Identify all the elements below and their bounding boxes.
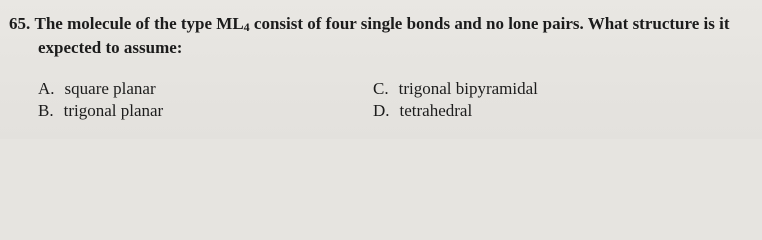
question-stem-line-1	[9, 14, 730, 34]
choice-d-text: tetrahedral	[399, 101, 473, 120]
question-stem-line-2	[38, 38, 182, 58]
choice-c[interactable]	[373, 79, 538, 99]
question-subscript: 4	[243, 20, 250, 34]
choice-a-text: square planar	[64, 79, 156, 98]
choice-b[interactable]	[38, 101, 163, 121]
question-text-line-2: expected to assume:	[38, 38, 183, 57]
question-text-part-1: The molecule of the type ML	[34, 14, 244, 33]
choice-c-letter: C.	[373, 79, 389, 98]
question-number: 65.	[9, 14, 31, 33]
choice-b-text: trigonal planar	[63, 101, 164, 120]
choice-b-letter: B.	[38, 101, 54, 120]
question-text-part-2: consist of four single bonds and no lone pairs. What structure is it	[249, 14, 730, 33]
choice-c-text: trigonal bipyramidal	[398, 79, 538, 98]
choice-a-letter: A.	[38, 79, 55, 98]
choice-a[interactable]	[38, 79, 156, 99]
choice-d-letter: D.	[373, 101, 390, 120]
choice-d[interactable]	[373, 101, 472, 121]
